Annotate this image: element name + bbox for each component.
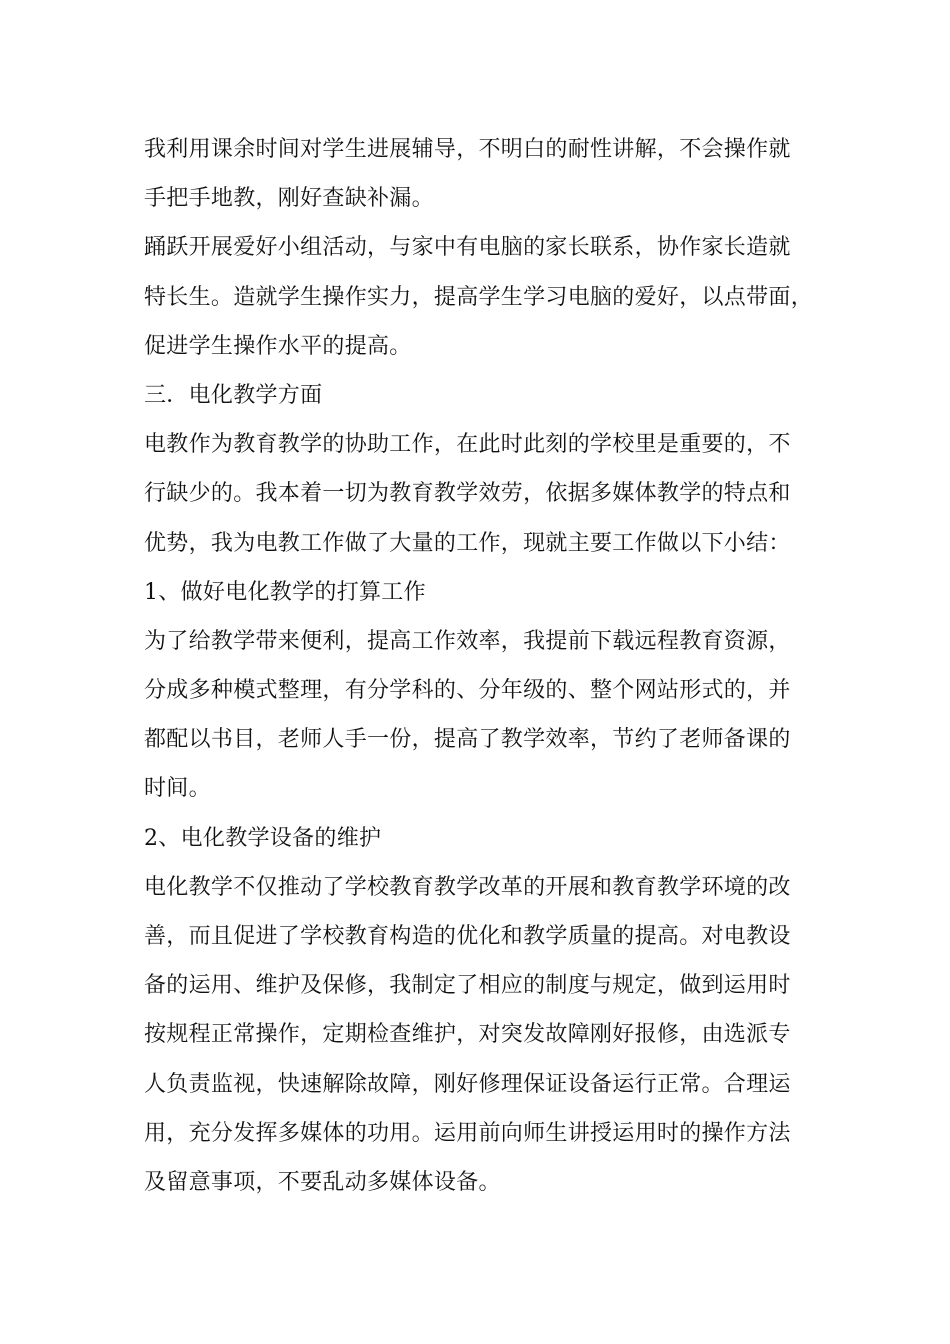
text-line: 及留意事项，不要乱动多媒体设备。	[144, 1169, 501, 1195]
subsection-heading: 1、做好电化教学的打算工作	[144, 579, 426, 605]
text-line: 优势，我为电教工作做了大量的工作，现就主要工作做以下小结：	[144, 530, 791, 556]
text-line: 为了给教学带来便利，提高工作效率，我提前下载远程教育资源，	[144, 628, 791, 654]
text-line: 分成多种模式整理，有分学科的、分年级的、整个网站形式的，并	[144, 678, 791, 704]
text-line: 促进学生操作水平的提高。	[144, 333, 412, 359]
text-line: 人负责监视，快速解除故障，刚好修理保证设备运行正常。合理运	[144, 1071, 791, 1097]
text-line: 时间。	[144, 776, 211, 802]
text-line: 我利用课余时间对学生进展辅导，不明白的耐性讲解，不会操作就	[144, 137, 791, 162]
text-line: 电教作为教育教学的协助工作，在此时此刻的学校里是重要的，不	[144, 432, 791, 458]
text-line: 备的运用、维护及保修，我制定了相应的制度与规定，做到运用时	[144, 973, 791, 999]
text-line: 按规程正常操作，定期检查维护，对突发故障刚好报修，由选派专	[144, 1022, 791, 1048]
text-line: 都配以书目，老师人手一份，提高了教学效率，节约了老师备课的	[144, 727, 791, 753]
text-line: 行缺少的。我本着一切为教育教学效劳，依据多媒体教学的特点和	[144, 481, 791, 507]
text-line: 踊跃开展爱好小组活动，与家中有电脑的家长联系，协作家长造就	[144, 235, 791, 261]
subsection-heading: 2、电化教学设备的维护	[144, 825, 382, 851]
text-line: 善，而且促进了学校教育构造的优化和教学质量的提高。对电教设	[144, 924, 791, 949]
text-line: 特长生。造就学生操作实力，提高学生学习电脑的爱好，以点带面，	[144, 284, 814, 310]
section-heading: 三．电化教学方面	[144, 382, 323, 408]
text-line: 电化教学不仅推动了学校教育教学改革的开展和教育教学环境的改	[144, 874, 791, 900]
text-line: 手把手地教，刚好查缺补漏。	[144, 186, 434, 212]
text-line: 用，充分发挥多媒体的功用。运用前向师生讲授运用时的操作方法	[144, 1120, 791, 1146]
document-page	[144, 125, 844, 1207]
